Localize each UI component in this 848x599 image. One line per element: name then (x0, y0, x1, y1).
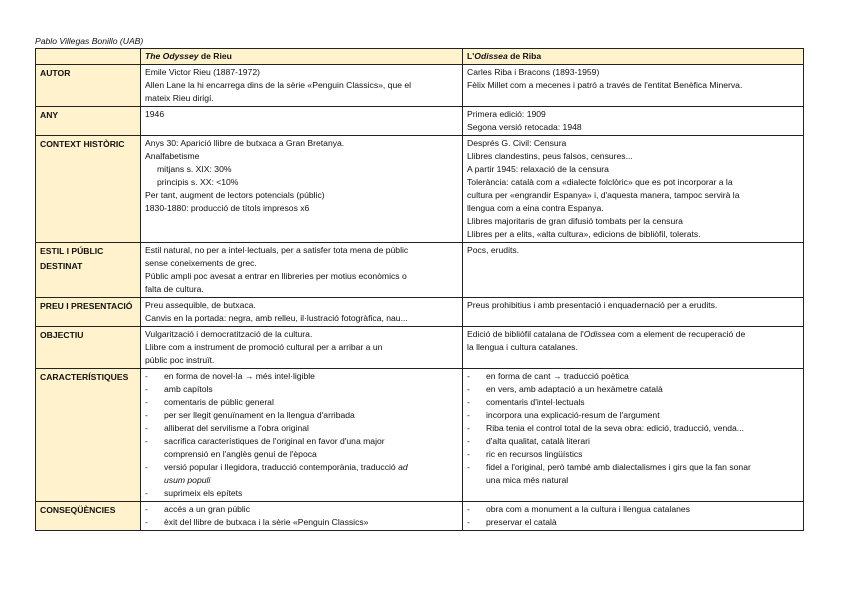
row-label: AUTOR (36, 65, 141, 107)
text-line: Fèlix Millet com a mecenes i patró a través de l'entitat Benèfica Minerva. (467, 80, 743, 90)
text-line: mateix Rieu dirigí. (145, 93, 214, 103)
cell-rieu (141, 243, 463, 298)
text-segment-italic: ad (398, 462, 408, 472)
table-row-preu (36, 298, 804, 327)
text-line: principis s. XX: <10% (157, 177, 239, 187)
text-line: Emile Victor Rieu (1887-1972) (145, 67, 260, 77)
header-riba (463, 49, 804, 65)
text-line: 1946 (145, 109, 165, 119)
cell-riba (463, 369, 804, 502)
author-credit: Pablo Villegas Bonillo (UAB) (35, 36, 144, 46)
bullet-item: - comentaris d'intel·lectuals (467, 396, 800, 409)
bullet-item: - alliberat del servilisme a l'obra original (145, 422, 459, 435)
cell-riba (463, 502, 804, 531)
text-line (467, 328, 800, 341)
cell-riba (463, 136, 804, 243)
table-row-autor (36, 65, 804, 107)
bullet-item: - obra com a monument a la cultura i llengua catalanes (467, 503, 800, 516)
row-label: ESTIL I PÚBLIC DESTINAT (36, 243, 141, 298)
table-row-any (36, 107, 804, 136)
table-row-context (36, 136, 804, 243)
table-header-row (36, 49, 804, 65)
text-line: Per tant, augment de lectors potencials (públic) (145, 190, 325, 200)
header-riba-suffix: de Riba (507, 51, 542, 61)
text-line: Públic ampli poc avesat a entrar en llibreries per motius econòmics o (145, 271, 407, 281)
bullet-item: - sacrifica característiques de l'original en favor d'una major (145, 435, 459, 448)
bullet-item: - suprimeix els epítets (145, 487, 459, 500)
header-riba-title: Odissea (474, 51, 508, 61)
cell-rieu (141, 298, 463, 327)
header-rieu-title: The Odyssey (145, 51, 199, 61)
text-segment-italic: Odissea (583, 329, 616, 339)
bullet-item: - en forma de cant → traducció poètica (467, 370, 800, 383)
row-label: CONSEQÜÈNCIES (36, 502, 141, 531)
text-line: Llibres per a elits, «alta cultura», edicions de bibliòfil, tolerats. (467, 229, 701, 239)
cell-riba (463, 243, 804, 298)
cell-riba (463, 65, 804, 107)
text-line: A partir 1945: relaxació de la censura (467, 164, 609, 174)
bullet-item: - amb capítols (145, 383, 459, 396)
row-label: OBJECTIU (36, 327, 141, 369)
text-line: la llengua i cultura catalanes. (467, 342, 578, 352)
table-row-consequencies (36, 502, 804, 531)
cell-riba (463, 107, 804, 136)
text-line: Preu assequible, de butxaca. (145, 300, 256, 310)
cell-rieu (141, 327, 463, 369)
header-riba-prefix: L' (467, 51, 475, 61)
bullet-item: - incorpora una explicació-resum de l'argument (467, 409, 800, 422)
text-line: Carles Riba i Bracons (1893-1959) (467, 67, 600, 77)
row-label: PREU I PRESENTACIÓ (36, 298, 141, 327)
text-line: Llibres clandestins, peus falsos, censures... (467, 151, 633, 161)
text-line: públic poc instruït. (145, 355, 215, 365)
text-line: mitjans s. XIX: 30% (157, 164, 232, 174)
bullet-item: - fidel a l'original, però també amb dialectalismes i girs que la fan sonar (467, 461, 800, 474)
text-line: llengua com a eina contra Espanya. (467, 203, 604, 213)
comparison-table (35, 48, 804, 531)
cell-riba (463, 298, 804, 327)
cell-rieu (141, 369, 463, 502)
text-segment: versió popular i llegidora, traducció contemporània, traducció (164, 462, 399, 472)
text-line: Vulgarització i democratització de la cultura. (145, 329, 313, 339)
bullet-item: - en forma de novel·la → més intel·ligible (145, 370, 459, 383)
text-line: sense coneixements de grec. (145, 258, 257, 268)
cell-rieu (141, 65, 463, 107)
header-rieu-suffix: de Rieu (198, 51, 232, 61)
text-line: Canvis en la portada: negra, amb relleu, il·lustració fotogràfica, nau... (145, 313, 408, 323)
header-empty-cell (36, 49, 141, 65)
bullet-item: - per ser llegit genuïnament en la llengua d'arribada (145, 409, 459, 422)
bullet-item: - ric en recursos lingüístics (467, 448, 800, 461)
cell-rieu (141, 107, 463, 136)
table-row-caracteristiques (36, 369, 804, 502)
bullet-item: - en vers, amb adaptació a un hexàmetre català (467, 383, 800, 396)
table-row-estil (36, 243, 804, 298)
bullet-item: - accés a un gran públic (145, 503, 459, 516)
text-segment: Edició de bibliòfil catalana de l' (467, 329, 584, 339)
text-line: cultura per «engrandir Espanya» i, d'aquesta manera, tampoc servirà la (467, 190, 740, 200)
text-line: 1830-1880: producció de títols impresos x6 (145, 203, 310, 213)
bullet-item: - preservar el català (467, 516, 800, 529)
bullet-item (145, 461, 459, 474)
text-line: Estil natural, no per a intel·lectuals, per a satisfer tota mena de públic (145, 245, 409, 255)
cell-riba (463, 327, 804, 369)
row-label: CONTEXT HISTÒRIC (36, 136, 141, 243)
text-line: Després G. Civil: Censura (467, 138, 567, 148)
bullet-item: - d'alta qualitat, català literari (467, 435, 800, 448)
text-line: Segona versió retocada: 1948 (467, 122, 582, 132)
cell-rieu (141, 502, 463, 531)
text-line: Allen Lane la hi encarrega dins de la sèrie «Penguin Classics», que el (145, 80, 412, 90)
text-line: falta de cultura. (145, 284, 204, 294)
table-row-objectiu (36, 327, 804, 369)
bullet-item: - comentaris de públic general (145, 396, 459, 409)
bullet-continuation (145, 474, 459, 487)
bullet-item: - Riba tenia el control total de la seva obra: edició, traducció, venda... (467, 422, 800, 435)
text-line: Preus prohibitius i amb presentació i enquadernació per a erudits. (467, 300, 718, 310)
text-line: Llibres majoritaris de gran difusió tombats per la censura (467, 216, 683, 226)
text-line: Pocs, erudits. (467, 245, 520, 255)
text-segment: com a element de recuperació de (615, 329, 746, 339)
bullet-item: - èxit del llibre de butxaca i la sèrie «Penguin Classics» (145, 516, 459, 529)
cell-rieu (141, 136, 463, 243)
header-rieu (141, 49, 463, 65)
bullet-continuation: una mica més natural (486, 475, 569, 485)
bullet-continuation: comprensió en l'anglès genuí de l'època (164, 449, 317, 459)
row-label: CARACTERÍSTIQUES (36, 369, 141, 502)
text-line: Llibre com a instrument de promoció cultural per a arribar a un (145, 342, 383, 352)
text-segment-italic: usum populi (164, 475, 211, 485)
text-line: Primera edició: 1909 (467, 109, 546, 119)
text-line: Anys 30: Aparició llibre de butxaca a Gran Bretanya. (145, 138, 345, 148)
row-label: ANY (36, 107, 141, 136)
text-line: Analfabetisme (145, 151, 200, 161)
text-line: Tolerància: català com a «dialecte folclòric» que es pot incorporar a la (467, 177, 733, 187)
